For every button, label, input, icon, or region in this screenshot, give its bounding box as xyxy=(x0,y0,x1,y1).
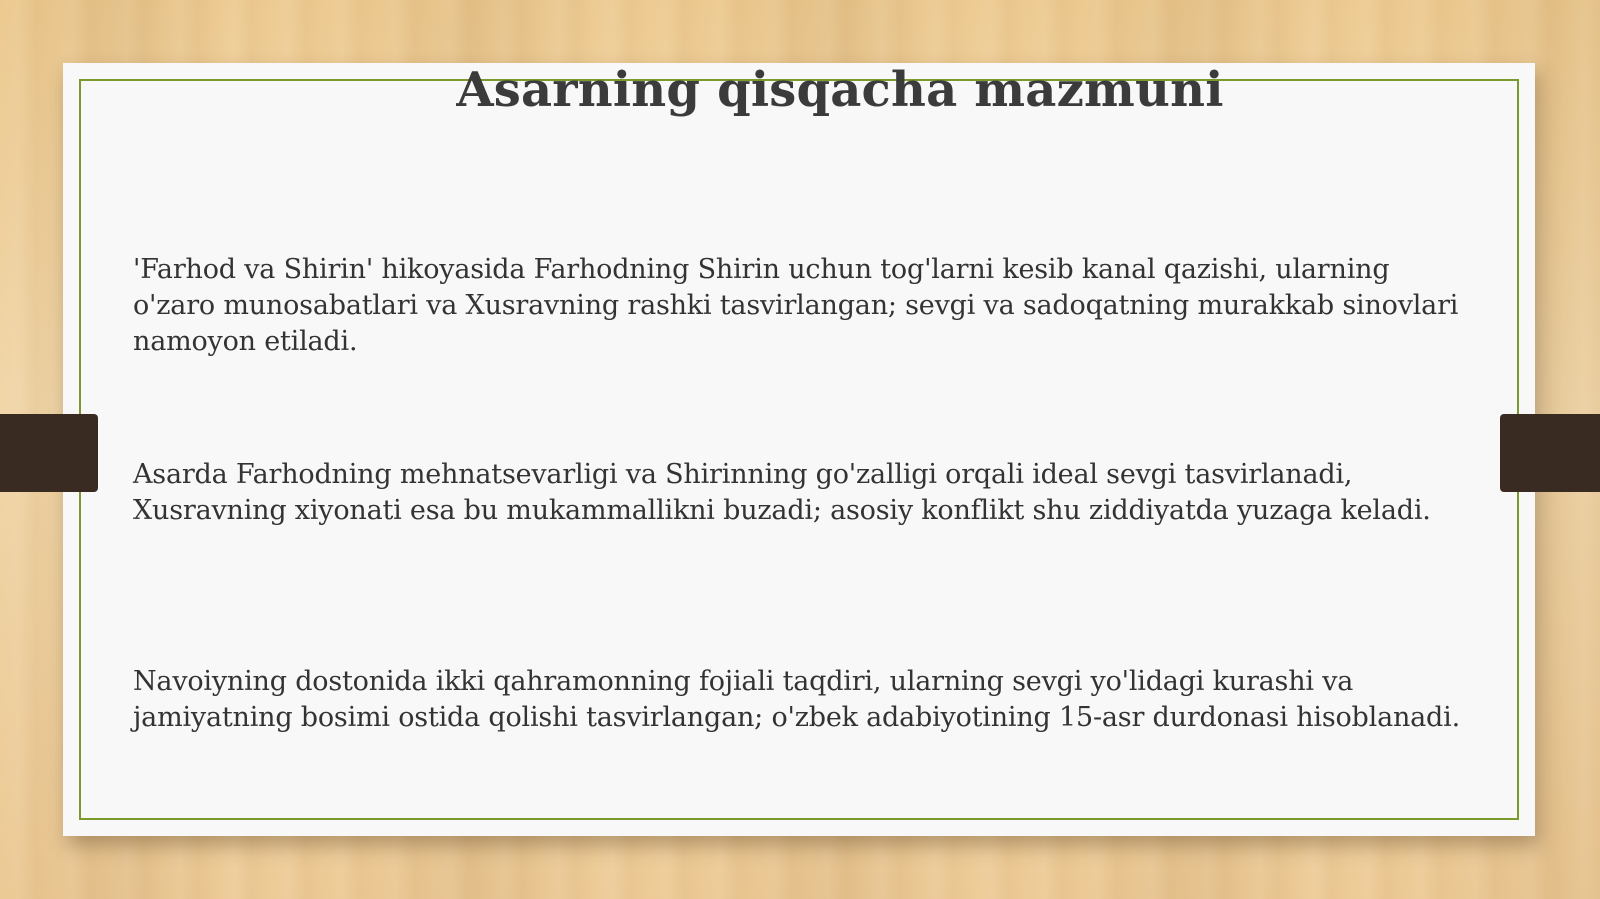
slide-title: Asarning qisqacha mazmuni xyxy=(456,62,1224,118)
right-clip-tab xyxy=(1500,414,1600,492)
summary-paragraph-1: 'Farhod va Shirin' hikoyasida Farhodning Shirin uchun tog'larni kesib kanal qazishi, ularning o'zaro munosabatlari va Xusravning rashki tasvirlangan; sevgi va sadoqatning murakkab sinovlari namoyon etiladi. xyxy=(133,254,1459,357)
summary-paragraph-2: Asarda Farhodning mehnatsevarligi va Shirinning go'zalligi orqali ideal sevgi tasvirlanadi, Xusravning xiyonati esa bu mukammallikni buzadi; asosiy konflikt shu ziddiyatda yuzaga keladi. xyxy=(133,459,1431,526)
left-clip-tab xyxy=(0,414,98,492)
summary-paragraph-3: Navoiyning dostonida ikki qahramonning fojiali taqdiri, ularning sevgi yo'lidagi kurashi va jamiyatning bosimi ostida qolishi tasvirlangan; o'zbek adabiyotining 15-asr durdonasi hisoblanadi. xyxy=(133,666,1460,733)
